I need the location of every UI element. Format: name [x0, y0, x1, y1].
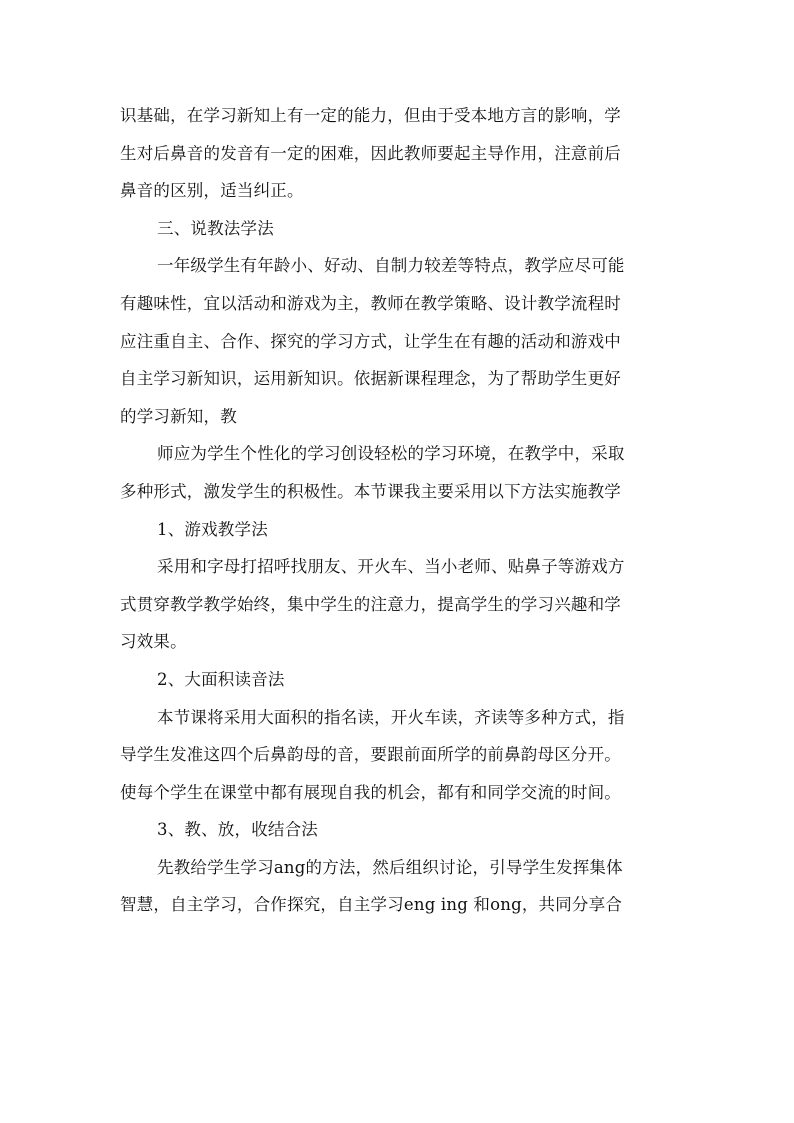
text-line: 识基础，在学习新知上有一定的能力，但由于受本地方言的影响，学: [120, 106, 621, 125]
subsection-heading: 3、教、放，收结合法: [157, 820, 318, 840]
text-line: 的学习新知，教: [120, 406, 237, 426]
section-heading: 三、说教法学法: [157, 218, 274, 238]
subsection-heading: 1、游戏教学法: [157, 519, 268, 539]
text-line: 自主学习新知识，运用新知识。依据新课程理念，为了帮助学生更好: [120, 369, 621, 389]
text-line: 鼻音的区别，适当纠正。: [120, 181, 304, 201]
text-line: 师应为学生个性化的学习创设轻松的学习环境，在教学中，采取: [157, 444, 625, 464]
text-line: 使每个学生在课堂中都有展现自我的机会，都有和同学交流的时间。: [120, 782, 621, 802]
text-line: 习效果。: [120, 632, 187, 652]
text-line: 本节课将采用大面积的指名读，开火车读，齐读等多种方式，指: [157, 707, 625, 727]
subsection-heading: 2、大面积读音法: [157, 669, 285, 689]
text-line: 多种形式，激发学生的积极性。本节课我主要采用以下方法实施教学: [120, 481, 621, 501]
text-line: 式贯穿教学教学始终，集中学生的注意力，提高学生的学习兴趣和学: [120, 594, 621, 614]
text-line: 导学生发准这四个后鼻韵母的音，要跟前面所学的前鼻韵母区分开。: [120, 745, 621, 765]
text-line: 采用和字母打招呼找朋友、开火车、当小老师、贴鼻子等游戏方: [157, 557, 625, 577]
text-line: 智慧，自主学习，合作探究，自主学习eng ing 和ong，共同分享合: [120, 895, 623, 915]
text-line: 生对后鼻音的发音有一定的困难，因此教师要起主导作用，注意前后: [120, 143, 621, 163]
text-line: 一年级学生有年龄小、好动、自制力较差等特点，教学应尽可能: [157, 256, 625, 276]
document-body: [120, 97, 680, 924]
text-line: 有趣味性，宜以活动和游戏为主，教师在教学策略、设计教学流程时: [120, 293, 621, 313]
text-line: 应注重自主、合作、探究的学习方式，让学生在有趣的活动和游戏中: [120, 331, 621, 351]
text-line: 先教给学生学习ang的方法，然后组织讨论，引导学生发挥集体: [157, 857, 623, 877]
